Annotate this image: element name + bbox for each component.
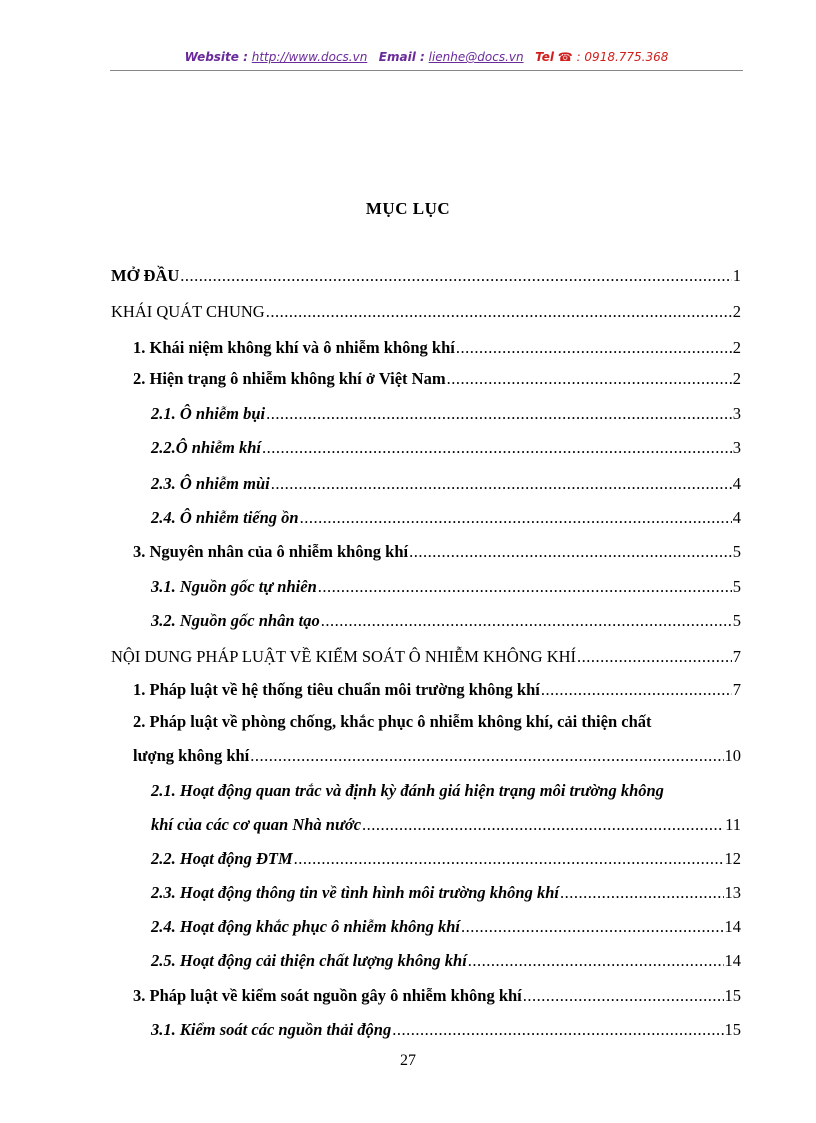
toc-leader-dots [180,266,731,286]
toc-leader-dots [271,474,732,494]
toc-leader-dots [468,951,724,971]
toc-leader-dots [266,302,732,322]
toc-entry-title: 2. Hiện trạng ô nhiễm không khí ở Việt Nam [133,369,446,388]
toc-entry[interactable] [151,438,741,460]
toc-entry[interactable] [133,338,741,360]
toc-leader-dots [362,815,724,835]
page-header [110,50,743,64]
toc-entry-title: 2.2. Hoạt động ĐTM [151,849,293,868]
toc-entry[interactable] [151,917,741,939]
toc-leader-dots [409,542,732,562]
toc-entry-title: 3.2. Nguồn gốc nhân tạo [151,611,320,630]
toc-leader-dots [456,338,732,358]
toc-leader-dots [318,577,732,597]
toc-entry[interactable] [151,815,741,837]
toc-entry-title: 3.1. Kiểm soát các nguồn thải động [151,1020,392,1039]
email-link[interactable]: lienhe@docs.vn [428,50,524,64]
toc-entry-title: MỞ ĐẦU [111,266,180,285]
toc-entry-page: 2 [732,338,741,357]
toc-entry-title: 3.1. Nguồn gốc tự nhiên [151,577,317,596]
toc-entry-page: 14 [724,951,741,970]
toc-entry[interactable] [133,369,741,391]
toc-entry-title: 2.4. Ô nhiễm tiếng ồn [151,508,299,527]
toc-entry-page: 4 [732,474,741,493]
toc-entry-page: 5 [732,611,741,630]
toc-entry-page: 4 [732,508,741,527]
toc-entry[interactable] [133,712,741,734]
toc-leader-dots [560,883,724,903]
website-label: Website : [184,50,248,64]
toc-entry-title: 1. Khái niệm không khí và ô nhiễm không khí [133,338,455,357]
toc-entry-page: 5 [732,577,741,596]
toc-entry-page: 3 [732,438,741,457]
toc-entry-title: 1. Pháp luật về hệ thống tiêu chuẩn môi trường không khí [133,680,540,699]
toc-entry-title: 2.4. Hoạt động khắc phục ô nhiễm không khí [151,917,460,936]
toc-leader-dots [250,746,723,766]
toc-leader-dots [262,438,732,458]
toc-entry-page: 13 [724,883,741,902]
toc-entry-page: 7 [732,680,741,699]
toc-entry-page: 12 [724,849,741,868]
toc-entry-title: 2.5. Hoạt động cải thiện chất lượng không khí [151,951,467,970]
toc-entry[interactable] [111,302,741,324]
toc-entry-title: 2.1. Hoạt động quan trắc và định kỳ đánh giá hiện trạng môi trường không [151,781,664,800]
toc-leader-dots [461,917,724,937]
toc-entry[interactable] [151,883,741,905]
tel-value: : 0918.775.368 [576,50,669,64]
toc-entry-page: 2 [732,369,741,388]
toc-leader-dots [300,508,732,528]
toc-entry-title: KHÁI QUÁT CHUNG [111,302,265,321]
toc-entry-page: 1 [732,266,741,285]
toc-entry[interactable] [111,647,741,669]
email-label: Email : [378,50,425,64]
toc-entry[interactable] [133,542,741,564]
page-number: 27 [400,1052,416,1069]
toc-entry[interactable] [151,611,741,633]
toc-entry[interactable] [151,1020,741,1042]
tel-label: Tel [535,50,554,64]
toc-entry-page: 5 [732,542,741,561]
toc-entry[interactable] [133,986,741,1008]
toc-leader-dots [523,986,724,1006]
toc-entry[interactable] [151,508,741,530]
toc-entry[interactable] [151,781,741,803]
toc-entry-title: lượng không khí [133,746,250,765]
toc-leader-dots [294,849,724,869]
toc-entry-page: 11 [725,815,741,834]
toc-entry-title: 3. Nguyên nhân của ô nhiễm không khí [133,542,409,561]
toc-entry-title: 2.1. Ô nhiễm bụi [151,404,266,423]
toc-entry-title: khí của các cơ quan Nhà nước [151,815,362,834]
toc-entry-title: 2.3. Hoạt động thông tin về tình hình môi trường không khí [151,883,559,902]
toc-entry-title: NỘI DUNG PHÁP LUẬT VỀ KIỂM SOÁT Ô NHIỄM KHÔNG KHÍ [111,647,577,666]
toc-entry-page: 10 [724,746,741,765]
phone-icon: ☎ [557,50,573,64]
toc-entry-page: 2 [732,302,741,321]
toc-leader-dots [577,647,732,667]
toc-entry[interactable] [151,404,741,426]
toc-leader-dots [321,611,732,631]
toc-entry[interactable] [133,680,741,702]
toc-entry-page: 14 [724,917,741,936]
toc-entry[interactable] [133,746,741,768]
toc-leader-dots [266,404,732,424]
toc-entry-page: 7 [732,647,741,666]
page-title: MỤC LỤC [365,199,451,218]
toc-leader-dots [392,1020,723,1040]
toc-entry-title: 2. Pháp luật về phòng chống, khắc phục ô nhiễm không khí, cải thiện chất [133,712,652,731]
toc-entry[interactable] [151,849,741,871]
toc-entry-title: 2.3. Ô nhiễm mùi [151,474,270,493]
toc-entry[interactable] [111,266,741,288]
toc-entry-page: 3 [732,404,741,423]
toc-leader-dots [541,680,732,700]
toc-leader-dots [447,369,732,389]
toc-entry[interactable] [151,951,741,973]
toc-entry[interactable] [151,577,741,599]
website-link[interactable]: http://www.docs.vn [251,50,368,64]
toc-entry[interactable] [151,474,741,496]
header-divider [110,70,743,71]
toc-entry-title: 3. Pháp luật về kiểm soát nguồn gây ô nhiễm không khí [133,986,522,1005]
toc-entry-title: 2.2.Ô nhiễm khí [151,438,262,457]
toc-entry-page: 15 [724,986,741,1005]
toc-entry-page: 15 [724,1020,741,1039]
